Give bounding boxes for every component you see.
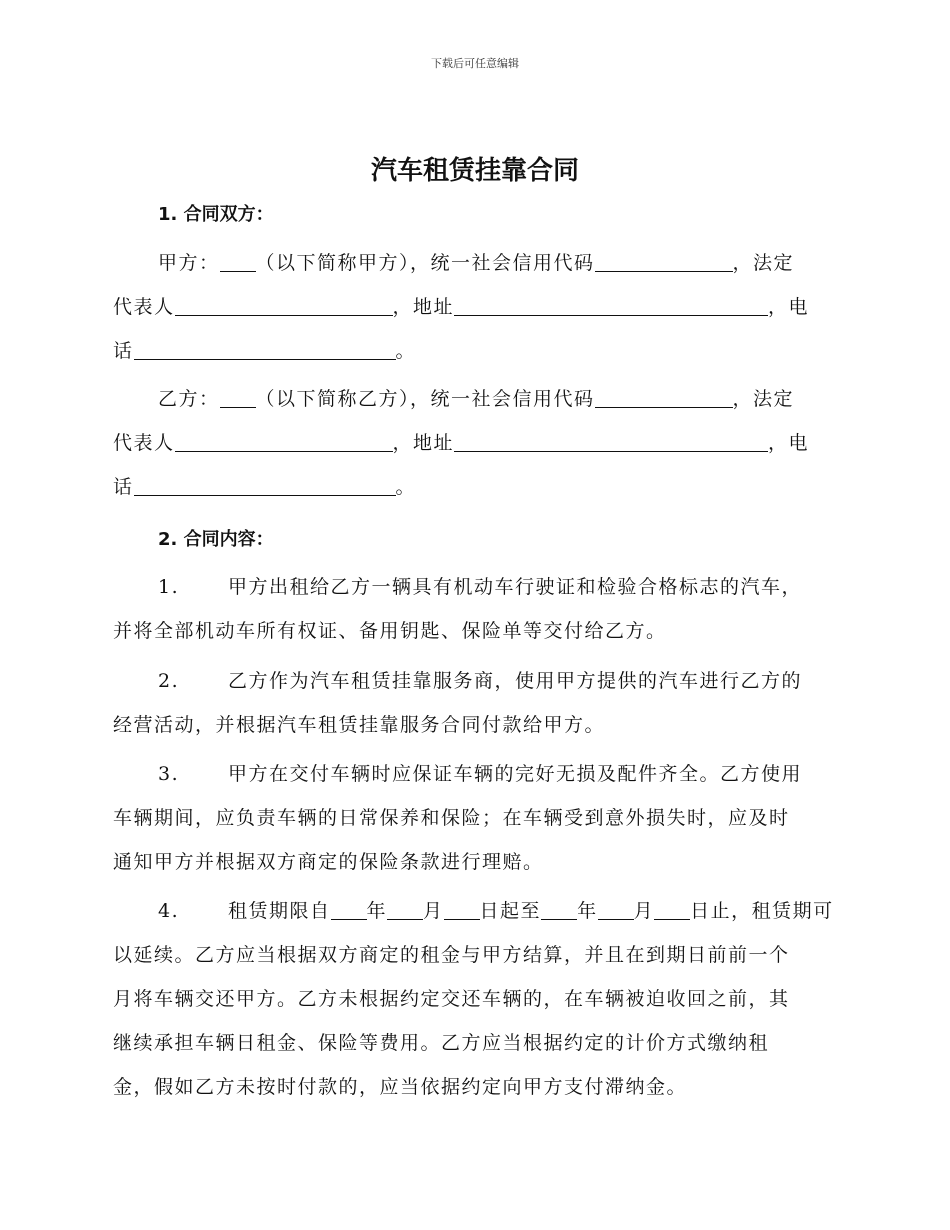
header-note: 下载后可任意编辑: [431, 57, 519, 70]
party-b-phone-blank[interactable]: [134, 475, 396, 496]
party-a-paragraph: 甲方： （以下简称甲方），统一社会信用代码 ，法定 代表人 ，地址 ，电 话 。: [113, 252, 810, 362]
clause-number: 3.: [158, 763, 180, 785]
party-b-address-blank[interactable]: [454, 431, 768, 452]
page-title: 汽车租赁挂靠合同: [370, 156, 579, 186]
start-day-blank[interactable]: [444, 899, 480, 920]
party-a-credit-code-blank[interactable]: [595, 251, 733, 272]
start-month-blank[interactable]: [387, 899, 423, 920]
end-year-blank[interactable]: [541, 899, 577, 920]
clause-4: 4. 租赁期限自 年 月 日起至 年 月 日止，租赁期可 以延续。乙方应当根据双方商定的租金与甲方结算，并且在到期日前前一个 月将车辆交还甲方。乙方未根据约定交还车辆的，在车辆被迫收回之前，其 继续承担车辆日租金、保险等费用。乙方应当根据约定的计价方式缴纳租 金，假如乙方未按时付款的，应当依据约定向甲方支付滞纳金。: [113, 889, 833, 1109]
party-a-address-blank[interactable]: [454, 295, 768, 316]
clause-number: 2.: [158, 670, 180, 692]
party-a-name-blank[interactable]: [220, 251, 256, 272]
party-b-paragraph: 乙方： （以下简称乙方），统一社会信用代码 ，法定 代表人 ，地址 ，电 话 。: [113, 388, 810, 498]
start-year-blank[interactable]: [331, 899, 367, 920]
party-a-representative-blank[interactable]: [175, 295, 393, 316]
end-day-blank[interactable]: [654, 899, 690, 920]
clause-number: 4.: [158, 900, 180, 922]
clause-3: 3. 甲方在交付车辆时应保证车辆的完好无损及配件齐全。乙方使用 车辆期间，应负责车辆的日常保养和保险；在车辆受到意外损失时，应及时 通知甲方并根据双方商定的保险条款进行理赔。: [113, 752, 833, 884]
party-a-phone-blank[interactable]: [134, 339, 396, 360]
end-month-blank[interactable]: [598, 899, 634, 920]
party-b-credit-code-blank[interactable]: [595, 387, 733, 408]
clause-2: 2. 乙方作为汽车租赁挂靠服务商，使用甲方提供的汽车进行乙方的 经营活动，并根据汽车租赁挂靠服务合同付款给甲方。: [113, 659, 833, 747]
clause-number: 1.: [158, 576, 180, 598]
section-1-heading: 1. 合同双方：: [158, 204, 274, 225]
party-b-name-blank[interactable]: [220, 387, 256, 408]
clause-1: 1. 甲方出租给乙方一辆具有机动车行驶证和检验合格标志的汽车， 并将全部机动车所有权证、备用钥匙、保险单等交付给乙方。: [113, 565, 833, 653]
party-b-representative-blank[interactable]: [175, 431, 393, 452]
section-2-heading: 2. 合同内容：: [158, 529, 274, 550]
